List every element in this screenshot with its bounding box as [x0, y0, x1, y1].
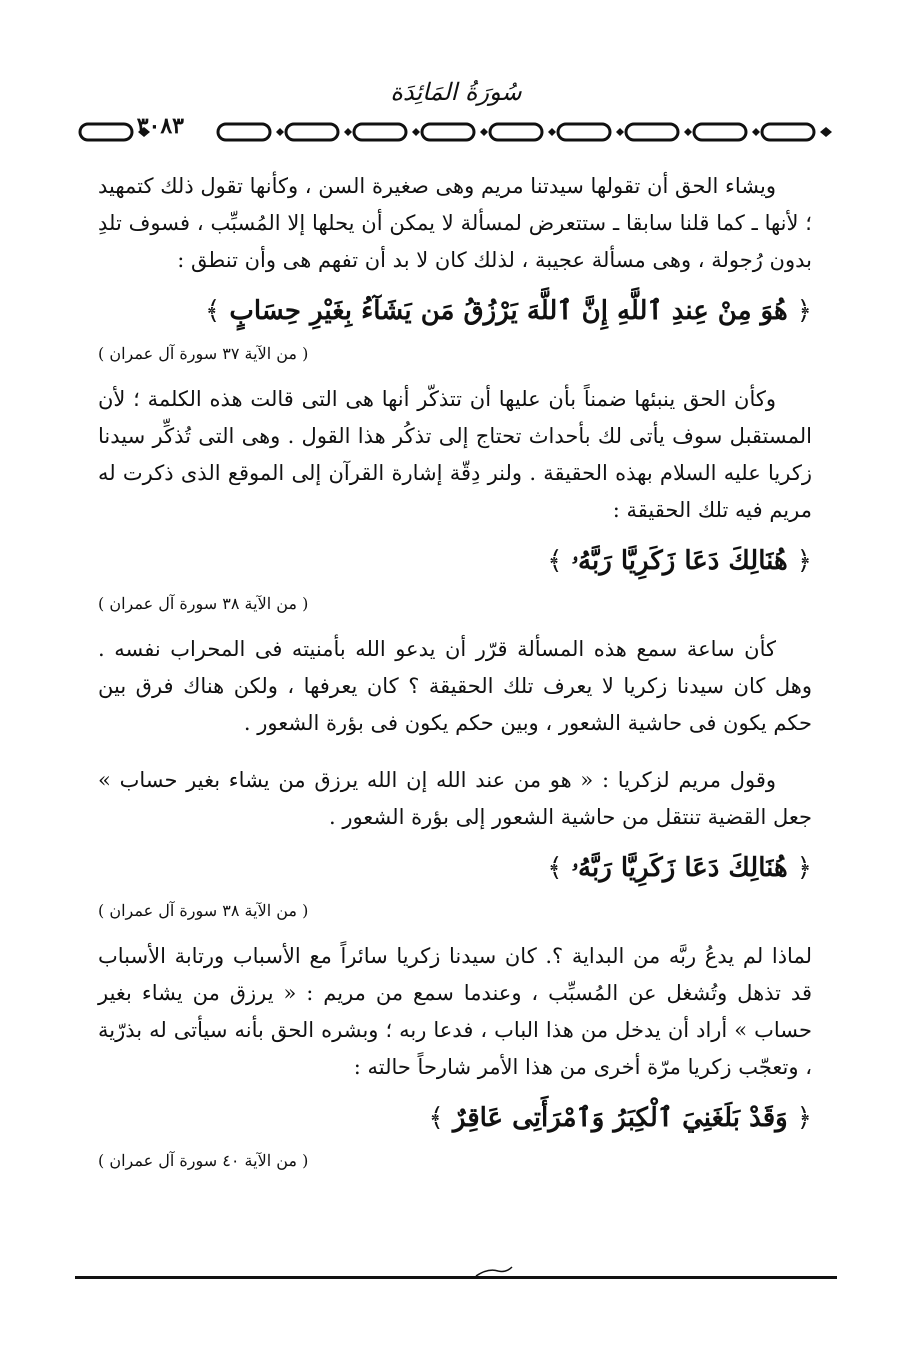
reference-text: ( من الآية ٤٠ سورة آل عمران ): [98, 1151, 309, 1170]
quran-verse-1: [98, 289, 812, 333]
verse-text: هُنَالِكَ دَعَا زَكَرِيَّا رَبَّهُۥ: [571, 546, 788, 576]
paragraph-2: وكأن الحق ينبئها ضمناً بأن عليها أن تتذكّر أنها هى التى قالت هذه الكلمة ؛ لأن المستقبل سوف يأتى لك بأحداث تحتاج إلى تذكُر هذا القول . وهى التى تُذكِّر سيدنا زكريا عليه السلام بهذه الحقيقة . ولنر دِقّة إشارة القرآن إلى الموقع الذى ذكرت له مريم فيه تلك الحقيقة :: [98, 387, 812, 522]
quran-verse-3: [98, 846, 812, 890]
paragraph-5: لماذا لم يدعُ ربَّه من البداية ؟. كان سيدنا زكريا سائراً مع الأسباب ورتابة الأسباب قد تذهل وتُشغل عن المُسبِّب ، وعندما سمع من مريم : « يرزق من يشاء بغير حساب » أراد أن يدخل من هذا الباب ، فدعا ربه ؛ وبشره الحق بأنه سيأتى له بذرّية ، وتعجّب زكريا مرّة أخرى من هذا الأمر شارحاً حالته :: [98, 944, 812, 1079]
verse-text: هُوَ مِنْ عِندِ ٱللَّهِ إِنَّ ٱللَّهَ يَرْزُقُ مَن يَشَآءُ بِغَيْرِ حِسَابٍ: [229, 296, 788, 326]
verse-reference-2: [98, 591, 812, 617]
verse-text: وَقَدْ بَلَغَنِيَ ٱلْكِبَرُ وَٱمْرَأَتِى عَاقِرٌ: [452, 1103, 788, 1133]
page-body: [98, 168, 812, 1188]
verse-close-bracket: ﴾: [547, 853, 563, 883]
paragraph-4: وقول مريم لزكريا : « هو من عند الله إن الله يرزق من يشاء بغير حساب » جعل القضية تنتقل من حاشية الشعور إلى بؤرة الشعور .: [98, 768, 812, 829]
quran-verse-4: [98, 1096, 812, 1140]
reference-text: ( من الآية ٣٧ سورة آل عمران ): [98, 344, 309, 363]
reference-text: ( من الآية ٣٨ سورة آل عمران ): [98, 594, 309, 613]
verse-open-bracket: ﴿: [796, 546, 812, 576]
paragraph-3: كأن ساعة سمع هذه المسألة قرّر أن يدعو الله بأمنيته فى المحراب نفسه . وهل كان سيدنا زكريا لا يعرف تلك الحقيقة ؟ كان يعرفها ، ولكن هناك فرق بين حكم يكون فى حاشية الشعور ، وبين حكم يكون فى بؤرة الشعور .: [98, 637, 812, 735]
verse-text: هُنَالِكَ دَعَا زَكَرِيَّا رَبَّهُۥ: [571, 853, 788, 883]
verse-reference-3: [98, 898, 812, 924]
running-header-surah-title: سُورَةُ المَائِدَة: [390, 78, 522, 106]
verse-reference-4: [98, 1148, 812, 1174]
verse-reference-1: [98, 341, 812, 367]
verse-open-bracket: ﴿: [796, 853, 812, 883]
ornamental-chain-border: [78, 118, 838, 146]
verse-open-bracket: ﴿: [796, 296, 812, 326]
verse-open-bracket: ﴿: [796, 1103, 812, 1133]
footer-rule: [75, 1276, 837, 1279]
paragraph-1: ويشاء الحق أن تقولها سيدتنا مريم وهى صغيرة السن ، وكأنها تقول ذلك كتمهيد ؛ لأنها ـ كما قلنا سابقا ـ ستتعرض لمسألة لا يمكن أن يحلها إلا المُسبِّب ، فسوف تلدِ بدون رُجولة ، وهى مسألة عجيبة ، لذلك كان لا بد أن تفهم هى وأن تنطق :: [98, 174, 812, 272]
verse-close-bracket: ﴾: [428, 1103, 444, 1133]
verse-close-bracket: ﴾: [205, 296, 221, 326]
page-number: ٣٠٨٣: [136, 113, 184, 139]
verse-close-bracket: ﴾: [547, 546, 563, 576]
quran-verse-2: [98, 539, 812, 583]
reference-text: ( من الآية ٣٨ سورة آل عمران ): [98, 901, 309, 920]
